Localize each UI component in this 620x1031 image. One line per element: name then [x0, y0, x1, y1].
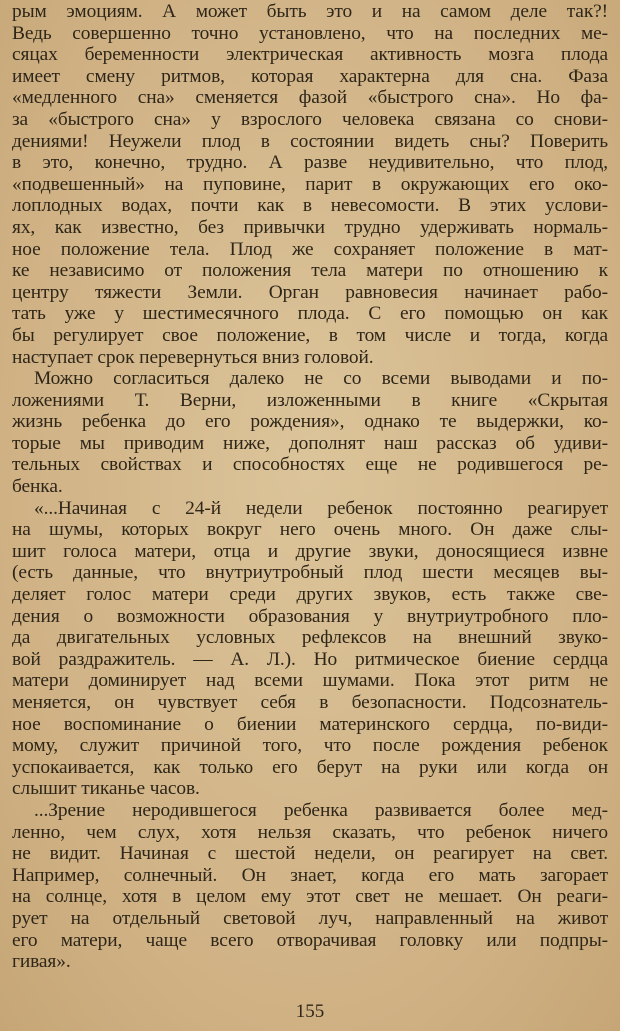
text-line: «медленного сна» сменяется фазой «быстрого сна». Но фа- [12, 87, 608, 109]
text-line: ...Зрение неродившегося ребенка развивается более мед- [34, 799, 608, 821]
paragraph [12, 800, 608, 973]
text-line: шит голоса матери, отца и другие звуки, доносящиеся извне [12, 540, 608, 562]
text-line: ленно, чем слух, хотя нельзя сказать, что ребенок ничего [12, 821, 608, 843]
text-line: бенка. [12, 476, 63, 498]
text-line: имеет смену ритмов, которая характерна для сна. Фаза [12, 65, 608, 87]
text-line: ях, как известно, без привычки трудно удерживать нормаль- [12, 216, 608, 238]
text-line: центру тяжести Земли. Орган равновесия начинает рабо- [12, 281, 608, 303]
text-line: Например, солнечный. Он знает, когда его мать загорает [12, 864, 608, 886]
text-line: в это, конечно, трудно. А разве неудивительно, что плод, [12, 152, 608, 174]
text-line: сяцах беременности электрическая активность мозга плода [12, 44, 608, 66]
text-line: ное воспоминание о биении материнского сердца, по-види- [12, 713, 608, 735]
text-line: мому, служит причиной того, что после рождения ребенок [12, 735, 608, 757]
text-line: жизнь ребенка до его рождения», однако те выдержки, ко- [12, 411, 608, 433]
text-line: ложениями Т. Верни, изложенными в книге «Скрытая [12, 389, 608, 411]
text-line: рует на отдельный световой луч, направленный на живот [12, 907, 608, 929]
text-line: «...Начиная с 24-й недели ребенок постоянно реагирует [34, 497, 608, 519]
paragraph [12, 498, 608, 800]
text-line: рым эмоциям. А может быть это и на самом деле так?! [12, 1, 608, 22]
text-line: матери доминирует над всеми шумами. Пока этот ритм не [12, 670, 608, 692]
text-line: Можно согласиться далеко не со всеми выводами и по- [34, 368, 608, 390]
page-text-body [12, 1, 608, 973]
text-line: слышит тиканье часов. [12, 778, 200, 800]
text-line: дениями! Неужели плод в состоянии видеть сны? Поверить [12, 130, 608, 152]
text-line: тать уже у шестимесячного плода. С его помощью он как [12, 303, 608, 325]
text-line: тельных свойствах и способностях еще не родившегося ре- [12, 454, 608, 476]
text-line: (есть данные, что внутриутробный плод шести месяцев вы- [12, 562, 608, 584]
text-line: на шумы, которых вокруг него очень много. Он даже слы- [12, 519, 608, 541]
text-line: на солнце, хотя в целом ему этот свет не мешает. Он реаги- [12, 886, 608, 908]
text-line: лоплодных водах, почти как в невесомости. В этих услови- [12, 195, 608, 217]
text-line: ное положение тела. Плод же сохраняет положение в мат- [12, 238, 608, 260]
text-line: за «быстрого сна» у взрослого человека связана со снови- [12, 108, 608, 130]
paragraph [12, 368, 608, 498]
text-line: успокаивается, как только его берут на руки или когда он [12, 756, 608, 778]
text-line: не видит. Начиная с шестой недели, он реагирует на свет. [12, 843, 608, 865]
text-line: меняется, он чувствует себя в безопасности. Подсознатель- [12, 692, 608, 713]
text-line: бы регулирует свое положение, в том числе и тогда, когда [12, 324, 608, 346]
text-line: Ведь совершенно точно установлено, что на последних ме- [12, 22, 608, 44]
text-line: вой раздражитель. — А. Л.). Но ритмическое биение сердца [12, 648, 608, 670]
paragraph [12, 1, 608, 368]
text-line: торые мы приводим ниже, дополнят наш рассказ об удиви- [12, 432, 608, 454]
text-line: деляет голос матери среди других звуков, есть также све- [12, 584, 608, 606]
text-line: да двигательных условных рефлексов на внешний звуко- [12, 627, 608, 649]
text-line: дения о возможности образования у внутриутробного пло- [12, 605, 608, 627]
text-line: его матери, чаще всего отворачивая головку или подпры- [12, 929, 608, 951]
text-line: гивая». [12, 951, 71, 973]
text-line: «подвешенный» на пуповине, парит в окружающих его око- [12, 173, 608, 195]
page-number: 155 [295, 1001, 325, 1022]
text-line: ке независимо от положения тела матери по отношению к [12, 260, 608, 282]
text-line: наступает срок перевернуться вниз головой. [12, 346, 374, 368]
